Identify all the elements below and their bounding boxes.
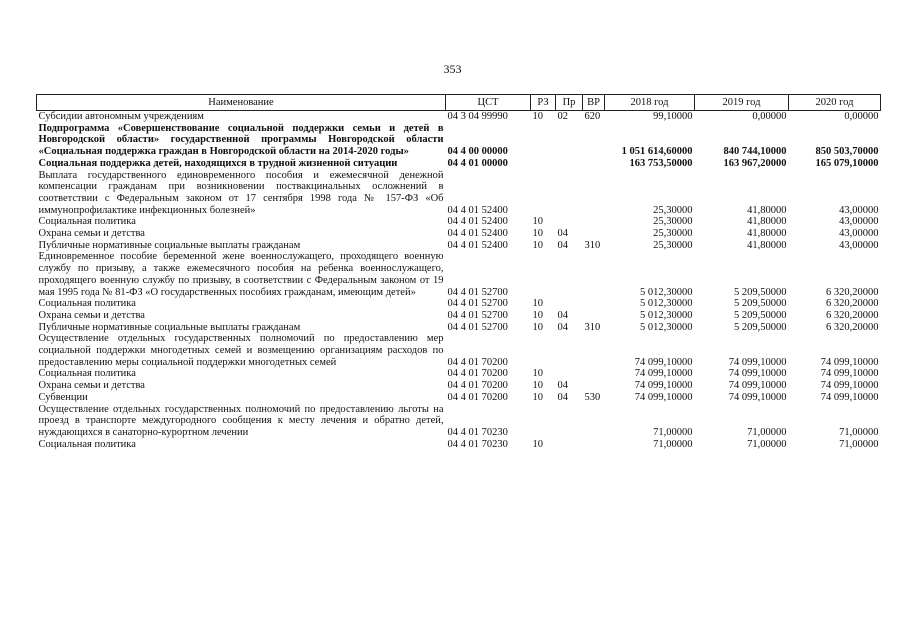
- row-rz: [531, 170, 556, 217]
- row-name: Охрана семьи и детства: [38, 380, 145, 392]
- header-cst: ЦСТ: [446, 95, 531, 111]
- row-cst: 04 4 01 52400: [447, 228, 508, 240]
- table-row: [37, 123, 881, 158]
- table-body: [37, 111, 881, 451]
- row-2020: 43,00000: [839, 204, 879, 216]
- row-2020: 6 320,20000: [826, 286, 879, 298]
- row-2018: 5 012,30000: [640, 309, 693, 321]
- table-row: [37, 439, 881, 451]
- row-2019: 840 744,10000: [723, 146, 787, 158]
- row-cst: 04 4 01 70200: [447, 380, 508, 392]
- row-2018: 74 099,10000: [634, 380, 693, 392]
- row-name: Социальная политика: [38, 216, 136, 228]
- table-row: [37, 228, 881, 240]
- row-2019: 41,80000: [747, 239, 787, 251]
- row-vr: 620: [584, 111, 601, 122]
- row-vr: [583, 368, 605, 380]
- row-pr: [556, 123, 583, 158]
- row-name: Социальная политика: [38, 368, 136, 380]
- row-vr: [583, 333, 605, 368]
- row-vr: [583, 170, 605, 217]
- row-name: Публичные нормативные социальные выплаты гражданам: [38, 321, 301, 333]
- row-name: Субсидии автономным учреждениям: [38, 111, 204, 122]
- row-2019: 5 209,50000: [734, 286, 787, 298]
- table-row: [37, 392, 881, 404]
- row-rz: 10: [532, 321, 543, 333]
- table-row: [37, 298, 881, 310]
- row-2020: 43,00000: [839, 228, 879, 240]
- row-pr: [556, 216, 583, 228]
- row-2019: 5 209,50000: [734, 298, 787, 310]
- header-2019: 2019 год: [695, 95, 789, 111]
- table-row: [37, 251, 881, 298]
- row-cst: 04 4 01 70200: [447, 356, 508, 368]
- row-pr: 04: [557, 321, 568, 333]
- row-rz: 10: [532, 228, 543, 240]
- row-2018: 5 012,30000: [640, 321, 693, 333]
- row-name: Единовременное пособие беременной жене военнослужащего, проходящего военную службу по призыву, а также ежемесячного пособия на ребенка военнослужащего, проходящего военную службу по призыву, в соответствии с Федеральным законом от 19 мая 1995 года № 81-ФЗ «О государственных пособиях гражданам, имеющим детей»: [38, 251, 444, 298]
- row-2019: 74 099,10000: [728, 356, 787, 368]
- row-name: Осуществление отдельных государственных полномочий по предоставлению льготы на проезд в транспорте междугородного сообщения к месту лечения и обратно детей, нуждающихся в санаторно-курортном лечении: [38, 403, 444, 438]
- row-2019: 74 099,10000: [728, 391, 787, 403]
- row-2018: 74 099,10000: [634, 356, 693, 368]
- row-name: Охрана семьи и детства: [38, 309, 145, 321]
- row-name: Выплата государственного единовременного пособия и ежемесячной денежной компенсации гражданам при возникновении поствакцинальных осложнений в соответствии с Федеральным законом от 17 сентября 1998 года № 157-ФЗ «Об иммунопрофилактике инфекционных болезней»: [38, 169, 444, 216]
- row-rz: 10: [532, 298, 543, 310]
- row-2019: 74 099,10000: [728, 380, 787, 392]
- row-cst: 04 4 01 52400: [447, 216, 508, 228]
- row-cst: 04 4 01 52700: [447, 298, 508, 310]
- row-2020: 74 099,10000: [820, 368, 879, 380]
- table-row: [37, 240, 881, 252]
- row-cst: 04 4 01 70230: [447, 426, 508, 438]
- table-row: [37, 322, 881, 334]
- row-2020: 850 503,70000: [815, 146, 879, 158]
- row-2019: 71,00000: [747, 438, 787, 450]
- row-vr: [583, 123, 605, 158]
- row-vr: [583, 216, 605, 228]
- row-2019: 163 967,20000: [723, 157, 787, 169]
- row-pr: 04: [557, 309, 568, 321]
- row-rz: 10: [532, 111, 543, 122]
- row-vr: 310: [584, 239, 601, 251]
- row-2019: 0,00000: [752, 111, 787, 122]
- row-cst: 04 4 01 70200: [447, 391, 508, 403]
- row-name: Социальная поддержка детей, находящихся в трудной жизненной ситуации: [38, 157, 398, 169]
- row-rz: 10: [532, 391, 543, 403]
- row-2020: 6 320,20000: [826, 321, 879, 333]
- row-rz: 10: [532, 239, 543, 251]
- row-pr: [556, 368, 583, 380]
- row-vr: [583, 439, 605, 451]
- row-2018: 74 099,10000: [634, 368, 693, 380]
- row-2018: 99,10000: [653, 111, 693, 122]
- row-rz: [531, 333, 556, 368]
- row-2019: 74 099,10000: [728, 368, 787, 380]
- header-2018: 2018 год: [605, 95, 695, 111]
- row-2018: 25,30000: [653, 204, 693, 216]
- row-vr: [583, 251, 605, 298]
- row-pr: [556, 298, 583, 310]
- row-name: Осуществление отдельных государственных полномочий по предоставлению мер социальной поддержки многодетных семей и возмещению организациям расходов по предоставлению меры социальной поддержки многодетных семей: [38, 333, 444, 368]
- row-cst: 04 3 04 99990: [447, 111, 508, 122]
- row-cst: 04 4 01 70230: [447, 438, 508, 450]
- row-2019: 71,00000: [747, 426, 787, 438]
- row-pr: 04: [557, 228, 568, 240]
- row-rz: 10: [532, 309, 543, 321]
- row-2020: 0,00000: [844, 111, 879, 122]
- row-2018: 74 099,10000: [634, 391, 693, 403]
- row-2020: 71,00000: [839, 426, 879, 438]
- row-pr: 04: [557, 391, 568, 403]
- header-name: Наименование: [37, 95, 446, 111]
- row-name: Субвенции: [38, 391, 88, 403]
- row-2020: 43,00000: [839, 216, 879, 228]
- row-rz: [531, 123, 556, 158]
- row-2018: 25,30000: [653, 239, 693, 251]
- row-2019: 41,80000: [747, 228, 787, 240]
- row-vr: [583, 310, 605, 322]
- row-name: Подпрограмма «Совершенствование социальной поддержки семьи и детей в Новгородской области» государственной программы Новгородской области «Социальная поддержка граждан в Новгородской области на 2014-2020 годы»: [38, 122, 444, 158]
- row-2019: 41,80000: [747, 216, 787, 228]
- header-rz: РЗ: [531, 95, 556, 111]
- row-pr: [556, 251, 583, 298]
- row-2018: 71,00000: [653, 426, 693, 438]
- page-number: 353: [443, 62, 462, 76]
- row-rz: [531, 404, 556, 439]
- table-row: [37, 404, 881, 439]
- row-vr: [583, 228, 605, 240]
- row-vr: [583, 158, 605, 170]
- row-pr: [556, 404, 583, 439]
- row-pr: 02: [557, 111, 568, 122]
- row-2018: 5 012,30000: [640, 298, 693, 310]
- row-rz: [531, 158, 556, 170]
- row-2020: 74 099,10000: [820, 391, 879, 403]
- row-2018: 163 753,50000: [629, 157, 693, 169]
- header-2020: 2020 год: [789, 95, 881, 111]
- row-vr: [583, 380, 605, 392]
- row-cst: 04 4 01 52700: [447, 309, 508, 321]
- table-row: [37, 310, 881, 322]
- row-rz: 10: [532, 216, 543, 228]
- row-2018: 25,30000: [653, 228, 693, 240]
- row-cst: 04 4 01 00000: [447, 157, 508, 169]
- row-cst: 04 4 01 52700: [447, 321, 508, 333]
- header-vr: ВР: [583, 95, 605, 111]
- row-rz: 10: [532, 438, 543, 450]
- row-pr: 04: [557, 239, 568, 251]
- row-2020: 71,00000: [839, 438, 879, 450]
- table-row: [37, 158, 881, 170]
- row-2020: 43,00000: [839, 239, 879, 251]
- row-2018: 25,30000: [653, 216, 693, 228]
- row-cst: 04 4 01 52700: [447, 286, 508, 298]
- row-2020: 74 099,10000: [820, 356, 879, 368]
- table-row: [37, 333, 881, 368]
- row-name: Социальная политика: [38, 298, 136, 310]
- row-2018: 71,00000: [653, 438, 693, 450]
- row-vr: 530: [584, 391, 601, 403]
- row-name: Социальная политика: [38, 438, 136, 450]
- table-row: [37, 216, 881, 228]
- row-cst: 04 4 01 70200: [447, 368, 508, 380]
- row-cst: 04 4 01 52400: [447, 239, 508, 251]
- row-vr: [583, 404, 605, 439]
- table-row: [37, 111, 881, 123]
- row-2020: 165 079,10000: [815, 157, 879, 169]
- budget-table: [36, 94, 881, 450]
- row-vr: 310: [584, 321, 601, 333]
- row-2019: 41,80000: [747, 204, 787, 216]
- table-row: [37, 380, 881, 392]
- table-row: [37, 368, 881, 380]
- row-cst: 04 4 00 00000: [447, 146, 508, 158]
- row-2020: 74 099,10000: [820, 380, 879, 392]
- row-pr: [556, 158, 583, 170]
- table-header: [37, 95, 881, 111]
- row-2020: 6 320,20000: [826, 298, 879, 310]
- row-2018: 5 012,30000: [640, 286, 693, 298]
- row-rz: 10: [532, 368, 543, 380]
- row-name: Охрана семьи и детства: [38, 228, 145, 240]
- row-pr: [556, 333, 583, 368]
- row-rz: [531, 251, 556, 298]
- row-name: Публичные нормативные социальные выплаты гражданам: [38, 239, 301, 251]
- row-pr: 04: [557, 380, 568, 392]
- row-2018: 1 051 614,60000: [621, 146, 693, 158]
- row-pr: [556, 439, 583, 451]
- row-pr: [556, 170, 583, 217]
- header-pr: Пр: [556, 95, 583, 111]
- row-2019: 5 209,50000: [734, 309, 787, 321]
- row-cst: 04 4 01 52400: [447, 204, 508, 216]
- table-row: [37, 170, 881, 217]
- row-2020: 6 320,20000: [826, 309, 879, 321]
- row-vr: [583, 298, 605, 310]
- row-2019: 5 209,50000: [734, 321, 787, 333]
- row-rz: 10: [532, 380, 543, 392]
